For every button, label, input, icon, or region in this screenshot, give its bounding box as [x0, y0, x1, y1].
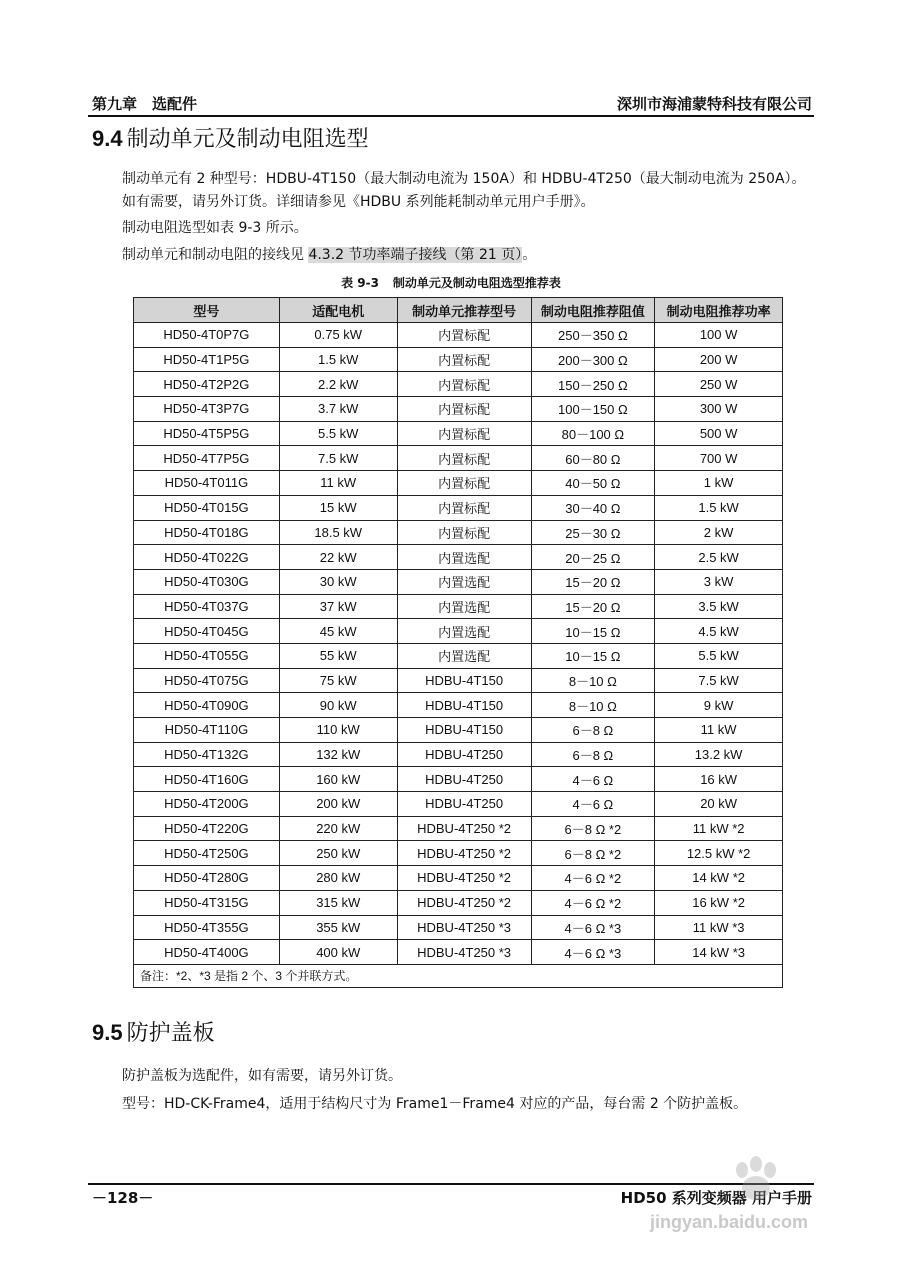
cell-resistance: 60－80 Ω: [531, 446, 655, 471]
cell-power: 11 kW *3: [655, 915, 783, 940]
cell-resistance: 40－50 Ω: [531, 471, 655, 496]
column-header-resistance: 制动电阻推荐阻值: [531, 298, 655, 323]
cell-resistance: 250－350 Ω: [531, 323, 655, 348]
cell-power: 7.5 kW: [655, 668, 783, 693]
table-row: [134, 841, 783, 866]
cell-power: 5.5 kW: [655, 643, 783, 668]
cell-resistance: 80－100 Ω: [531, 421, 655, 446]
cell-model: HD50-4T055G: [134, 643, 280, 668]
cell-model: HD50-4T2P2G: [134, 372, 280, 397]
watermark-url: jingyan.baidu.com: [650, 1212, 809, 1232]
table-row: [134, 915, 783, 940]
cell-brake-unit: 内置标配: [397, 495, 531, 520]
column-header-model: 型号: [134, 298, 280, 323]
brake-selection-table: [133, 297, 783, 988]
cell-power: 20 kW: [655, 792, 783, 817]
cell-power: 500 W: [655, 421, 783, 446]
cell-brake-unit: 内置选配: [397, 545, 531, 570]
cell-motor: 1.5 kW: [279, 347, 397, 372]
table-row: [134, 421, 783, 446]
cell-resistance: 100－150 Ω: [531, 397, 655, 422]
paragraph-wiring-ref: [122, 244, 814, 267]
cell-model: HD50-4T5P5G: [134, 421, 280, 446]
table-row: [134, 323, 783, 348]
cell-model: HD50-4T200G: [134, 792, 280, 817]
cell-model: HD50-4T075G: [134, 668, 280, 693]
paragraph-brake-units: 制动单元有 2 种型号：HDBU-4T150（最大制动电流为 150A）和 HDBU-4T250（最大制动电流为 250A）。如有需要，请另外订货。详细请参见《HDBU 系列能耗制动单元用户手册》。: [122, 171, 806, 210]
section-number: 9.4: [92, 126, 123, 151]
table-row: [134, 742, 783, 767]
cell-motor: 75 kW: [279, 668, 397, 693]
cell-model: HD50-4T011G: [134, 471, 280, 496]
cell-resistance: 4－6 Ω: [531, 767, 655, 792]
table-body: [134, 323, 783, 965]
cell-motor: 55 kW: [279, 643, 397, 668]
cell-power: 300 W: [655, 397, 783, 422]
table-row: [134, 792, 783, 817]
table-row: [134, 866, 783, 891]
cell-model: HD50-4T280G: [134, 866, 280, 891]
cell-power: 4.5 kW: [655, 619, 783, 644]
table-header-row: [134, 298, 783, 323]
cell-brake-unit: 内置选配: [397, 594, 531, 619]
cell-resistance: 25－30 Ω: [531, 520, 655, 545]
cell-motor: 280 kW: [279, 866, 397, 891]
header-divider: [88, 115, 814, 117]
cell-resistance: 8－10 Ω: [531, 693, 655, 718]
cell-motor: 37 kW: [279, 594, 397, 619]
table-row: [134, 495, 783, 520]
cell-motor: 132 kW: [279, 742, 397, 767]
cell-motor: 110 kW: [279, 718, 397, 743]
section-title: 制动单元及制动电阻选型: [126, 127, 369, 152]
cell-power: 250 W: [655, 372, 783, 397]
cell-power: 700 W: [655, 446, 783, 471]
column-header-brake-unit: 制动单元推荐型号: [397, 298, 531, 323]
cell-resistance: 4－6 Ω *2: [531, 890, 655, 915]
table-row: [134, 471, 783, 496]
table-row: [134, 372, 783, 397]
cell-motor: 220 kW: [279, 816, 397, 841]
cell-brake-unit: HDBU-4T250: [397, 792, 531, 817]
cell-resistance: 6－8 Ω: [531, 718, 655, 743]
cell-model: HD50-4T160G: [134, 767, 280, 792]
cell-motor: 18.5 kW: [279, 520, 397, 545]
cell-brake-unit: 内置选配: [397, 643, 531, 668]
cell-brake-unit: 内置选配: [397, 619, 531, 644]
cell-model: HD50-4T3P7G: [134, 397, 280, 422]
table-caption: [0, 274, 902, 291]
cell-brake-unit: HDBU-4T250 *3: [397, 940, 531, 965]
cell-power: 2.5 kW: [655, 545, 783, 570]
cell-brake-unit: HDBU-4T150: [397, 693, 531, 718]
cell-motor: 355 kW: [279, 915, 397, 940]
cell-model: HD50-4T400G: [134, 940, 280, 965]
cell-motor: 2.2 kW: [279, 372, 397, 397]
cell-model: HD50-4T045G: [134, 619, 280, 644]
cross-reference-link[interactable]: 4.3.2 节功率端子接线（第 21 页）: [308, 247, 523, 263]
cell-brake-unit: 内置标配: [397, 323, 531, 348]
table-note: 备注：*2、*3 是指 2 个、3 个并联方式。: [134, 964, 783, 987]
table-row: [134, 643, 783, 668]
company-name: 深圳市海浦蒙特科技有限公司: [616, 95, 812, 113]
cell-brake-unit: HDBU-4T250 *2: [397, 841, 531, 866]
table-row: [134, 619, 783, 644]
cell-brake-unit: 内置标配: [397, 397, 531, 422]
cell-model: HD50-4T315G: [134, 890, 280, 915]
table-row: [134, 545, 783, 570]
table-row: [134, 816, 783, 841]
page-number: －128－: [92, 1189, 154, 1207]
cell-motor: 30 kW: [279, 569, 397, 594]
cell-brake-unit: 内置标配: [397, 421, 531, 446]
cell-resistance: 10－15 Ω: [531, 643, 655, 668]
cell-resistance: 8－10 Ω: [531, 668, 655, 693]
cell-power: 3 kW: [655, 569, 783, 594]
table-row: [134, 940, 783, 965]
manual-title: HD50 系列变频器 用户手册: [620, 1189, 812, 1207]
cell-power: 9 kW: [655, 693, 783, 718]
cell-brake-unit: 内置选配: [397, 569, 531, 594]
table-row: [134, 767, 783, 792]
cell-brake-unit: 内置标配: [397, 446, 531, 471]
table-row: [134, 890, 783, 915]
wiring-ref-prefix: 制动单元和制动电阻的接线见: [122, 247, 309, 263]
cell-motor: 315 kW: [279, 890, 397, 915]
cell-motor: 0.75 kW: [279, 323, 397, 348]
cell-resistance: 15－20 Ω: [531, 569, 655, 594]
cell-resistance: 150－250 Ω: [531, 372, 655, 397]
cell-resistance: 4－6 Ω *2: [531, 866, 655, 891]
cell-brake-unit: HDBU-4T250: [397, 742, 531, 767]
cell-brake-unit: HDBU-4T250 *2: [397, 816, 531, 841]
section-heading-9-5: [92, 1016, 215, 1047]
table-row: [134, 693, 783, 718]
table-row: [134, 668, 783, 693]
cell-power: 200 W: [655, 347, 783, 372]
cell-brake-unit: HDBU-4T250 *2: [397, 890, 531, 915]
cell-brake-unit: HDBU-4T250: [397, 767, 531, 792]
cell-brake-unit: HDBU-4T150: [397, 718, 531, 743]
cell-model: HD50-4T030G: [134, 569, 280, 594]
cell-power: 13.2 kW: [655, 742, 783, 767]
cell-brake-unit: 内置标配: [397, 520, 531, 545]
cell-power: 14 kW *3: [655, 940, 783, 965]
chapter-title: 第九章 选配件: [92, 95, 198, 113]
cell-motor: 90 kW: [279, 693, 397, 718]
section-title: 防护盖板: [126, 1021, 215, 1046]
wiring-ref-suffix: 。: [522, 247, 537, 263]
cell-power: 11 kW *2: [655, 816, 783, 841]
table-row: [134, 446, 783, 471]
cell-model: HD50-4T132G: [134, 742, 280, 767]
cell-model: HD50-4T0P7G: [134, 323, 280, 348]
cell-brake-unit: 内置标配: [397, 471, 531, 496]
cell-model: HD50-4T037G: [134, 594, 280, 619]
cell-power: 14 kW *2: [655, 866, 783, 891]
cell-resistance: 30－40 Ω: [531, 495, 655, 520]
section-heading-9-4: [92, 122, 369, 153]
table-row: [134, 594, 783, 619]
table-row: [134, 347, 783, 372]
cell-motor: 22 kW: [279, 545, 397, 570]
table-number: 表 9-3: [341, 276, 379, 290]
cell-resistance: 20－25 Ω: [531, 545, 655, 570]
cell-model: HD50-4T022G: [134, 545, 280, 570]
cell-model: HD50-4T015G: [134, 495, 280, 520]
cell-brake-unit: HDBU-4T250 *3: [397, 915, 531, 940]
cell-power: 1 kW: [655, 471, 783, 496]
cell-power: 16 kW: [655, 767, 783, 792]
cell-motor: 5.5 kW: [279, 421, 397, 446]
cell-model: HD50-4T090G: [134, 693, 280, 718]
cell-resistance: 4－6 Ω *3: [531, 940, 655, 965]
cell-brake-unit: 内置标配: [397, 372, 531, 397]
table-row: [134, 520, 783, 545]
cell-motor: 15 kW: [279, 495, 397, 520]
cell-model: HD50-4T220G: [134, 816, 280, 841]
cell-motor: 160 kW: [279, 767, 397, 792]
column-header-motor: 适配电机: [279, 298, 397, 323]
cell-power: 1.5 kW: [655, 495, 783, 520]
cell-power: 12.5 kW *2: [655, 841, 783, 866]
cell-brake-unit: 内置标配: [397, 347, 531, 372]
cell-motor: 7.5 kW: [279, 446, 397, 471]
cell-model: HD50-4T018G: [134, 520, 280, 545]
table-note-row: [134, 964, 783, 987]
table-row: [134, 569, 783, 594]
cell-resistance: 6－8 Ω *2: [531, 816, 655, 841]
cell-resistance: 15－20 Ω: [531, 594, 655, 619]
cell-model: HD50-4T1P5G: [134, 347, 280, 372]
cell-resistance: 10－15 Ω: [531, 619, 655, 644]
cell-model: HD50-4T250G: [134, 841, 280, 866]
cell-resistance: 6－8 Ω: [531, 742, 655, 767]
cell-power: 11 kW: [655, 718, 783, 743]
section-number: 9.5: [92, 1020, 123, 1045]
cell-brake-unit: HDBU-4T150: [397, 668, 531, 693]
cell-model: HD50-4T355G: [134, 915, 280, 940]
cell-resistance: 4－6 Ω: [531, 792, 655, 817]
paragraph-resistor-table-ref: 制动电阻选型如表 9-3 所示。: [122, 220, 308, 236]
baidu-watermark-logo: [646, 1152, 846, 1212]
column-header-power: 制动电阻推荐功率: [655, 298, 783, 323]
cell-motor: 11 kW: [279, 471, 397, 496]
table-row: [134, 397, 783, 422]
cell-resistance: 200－300 Ω: [531, 347, 655, 372]
cell-motor: 200 kW: [279, 792, 397, 817]
cell-motor: 400 kW: [279, 940, 397, 965]
cell-brake-unit: HDBU-4T250 *2: [397, 866, 531, 891]
cell-resistance: 4－6 Ω *3: [531, 915, 655, 940]
cell-motor: 45 kW: [279, 619, 397, 644]
cell-motor: 250 kW: [279, 841, 397, 866]
cell-power: 3.5 kW: [655, 594, 783, 619]
cell-model: HD50-4T110G: [134, 718, 280, 743]
cell-motor: 3.7 kW: [279, 397, 397, 422]
table-title: 制动单元及制动电阻选型推荐表: [392, 276, 561, 290]
cell-resistance: 6－8 Ω *2: [531, 841, 655, 866]
table-row: [134, 718, 783, 743]
cell-power: 100 W: [655, 323, 783, 348]
cell-power: 2 kW: [655, 520, 783, 545]
paragraph-cover-model: 型号：HD-CK-Frame4，适用于结构尺寸为 Frame1－Frame4 对应的产品，每台需 2 个防护盖板。: [122, 1096, 748, 1112]
cell-model: HD50-4T7P5G: [134, 446, 280, 471]
paragraph-cover-plate: 防护盖板为选配件，如有需要，请另外订货。: [122, 1068, 402, 1084]
cell-power: 16 kW *2: [655, 890, 783, 915]
